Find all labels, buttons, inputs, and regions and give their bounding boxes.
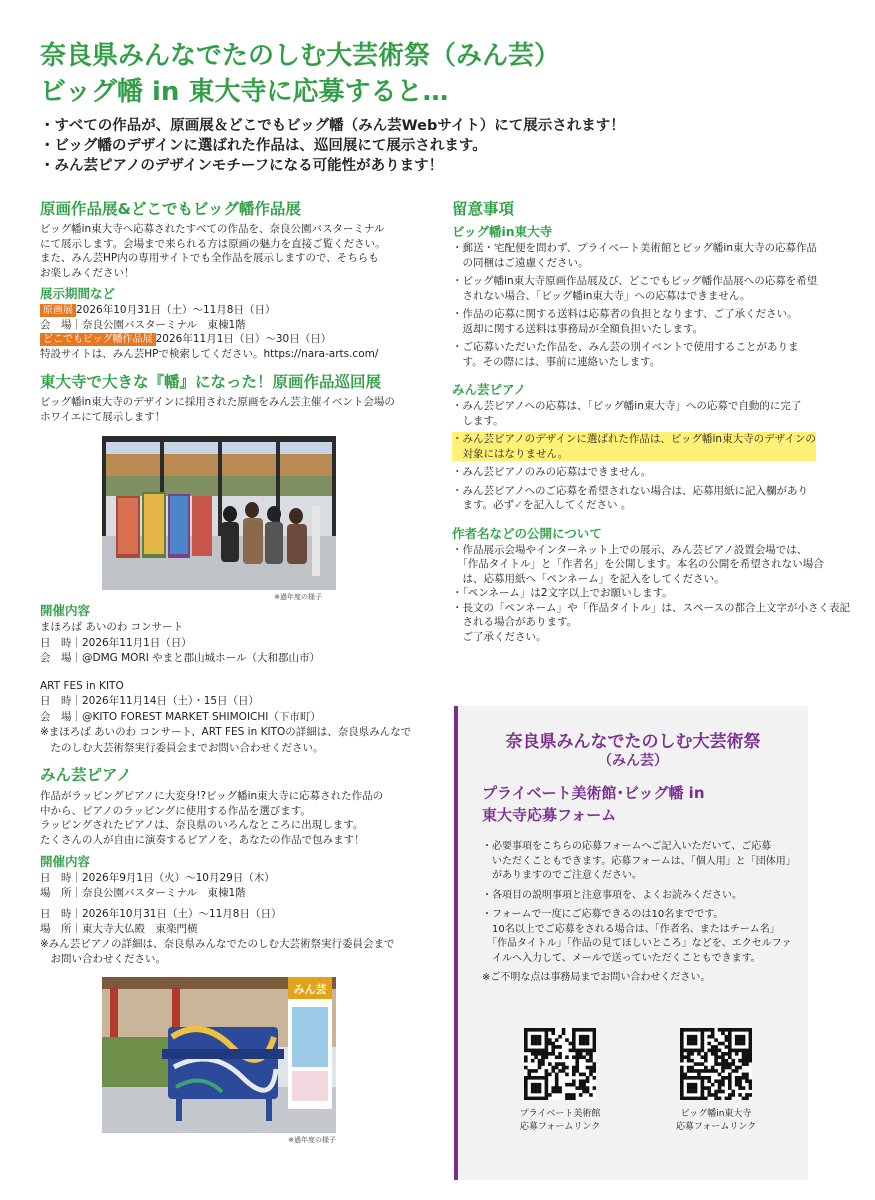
note-line: 「作品タイトル」と「作者名」を公開します。本名の公開を希望されない場合	[452, 558, 824, 570]
qr-caption-big-banner	[651, 1108, 781, 1134]
tour-events	[40, 620, 410, 756]
note-line: ・郵送・宅配便を問わず、プライベート美術館とビッグ幡in東大寺の応募作品	[452, 242, 817, 254]
exhibition-photo-illustration	[102, 436, 336, 590]
note-line: ・作品展示会場やインターネット上での展示、みん芸ピアノ設置会場では、	[452, 543, 808, 556]
qr-caption-line: ビッグ幡in東大寺	[680, 1109, 752, 1119]
qr-code-icon	[524, 1028, 596, 1100]
form-box-subtitle-line1: プライベート美術館･ビッグ幡 in	[482, 784, 705, 802]
form-box-subtitle-line2: 東大寺応募フォーム	[482, 806, 617, 824]
piano-venue2: 場 所｜東大寺大仏殿 東楽門横	[40, 923, 198, 935]
piano-date1: 日 時｜2026年9月1日（火）～10月29日（木）	[40, 872, 275, 884]
page-title	[40, 38, 840, 110]
highlighted-note	[452, 432, 816, 461]
piano-body-line: ラッピングされたピアノは、奈良県のいろんなところに出現します。	[40, 819, 364, 831]
piano-venue1: 場 所｜奈良公園バスターミナル 東棟1階	[40, 887, 246, 899]
piano-photo	[102, 977, 336, 1133]
original-exhibit-dates: 2026年10月31日（土）～11月8日（日）	[76, 304, 276, 316]
form-box-subtitle	[458, 782, 808, 826]
piano-photo-sign: みん芸	[293, 983, 327, 996]
period-details	[40, 303, 410, 361]
note-line: 返却に関する送料は事務局が全額負担いたします。	[452, 322, 704, 335]
piano-note-line: お問い合わせください。	[40, 953, 166, 965]
form-box-items	[458, 840, 808, 986]
notes-heading: 留意事項	[452, 200, 515, 218]
form-note-line: がありますのでご注意ください。	[482, 870, 642, 881]
name-disclosure-heading: 作者名などの公開について	[452, 525, 602, 541]
gallery-heading: 原画作品展&どこでもビッグ幡作品展	[40, 200, 301, 218]
intro-item: ・すべての作品が、原画展＆どこでもビッグ幡（みん芸Webサイト）にて展示されます！	[40, 118, 625, 134]
qr-caption-private-museum	[495, 1108, 625, 1134]
piano-events	[40, 871, 410, 967]
note-line: されない場合、「ビッグ幡in東大寺」への応募はできません。	[452, 289, 751, 302]
note-line: 対象にはなりません。	[452, 447, 569, 460]
left-column	[40, 198, 410, 1145]
tour-heading: 東大寺で大きな『幡』になった！原画作品巡回展	[40, 373, 382, 391]
piano-date2: 日 時｜2026年10月31日（土）～11月8日（日）	[40, 908, 282, 920]
web-exhibit-tag: どこでもビッグ幡作品展	[40, 333, 156, 346]
exhibit-venue: 会 場｜奈良公園バスターミナル 東棟1階	[40, 318, 246, 331]
qr-code-private-museum[interactable]	[524, 1028, 596, 1100]
period-heading: 展示期間など	[40, 286, 116, 301]
piano-notes-heading: みん芸ピアノ	[452, 382, 527, 397]
note-line: ・長文の「ペンネーム」や「作品タイトル」は、スペースの都合上文字が小さく表記	[452, 601, 850, 614]
qr-code-icon	[680, 1028, 752, 1100]
note-line: される場合があります。	[452, 616, 578, 628]
note-line: ・みん芸ピアノのデザインに選ばれた作品は、ビッグ幡in東大寺のデザインの	[452, 433, 816, 445]
form-box-title-line2: （みん芸）	[598, 753, 668, 769]
note-line: ・ご応募いただいた作品を、みん芸の別イベントで使用することがありま	[452, 341, 799, 353]
piano-heading: みん芸ピアノ	[40, 766, 132, 784]
note-line: ・みん芸ピアノのみの応募はできません。	[452, 466, 652, 478]
application-form-box	[454, 706, 808, 1180]
web-exhibit-dates: 2026年11月1日（日）～30日（日）	[155, 333, 332, 345]
tour-note-line: ※まほろば あいのわ コンサート、ART FES in KITOの詳細は、奈良県みんなで	[40, 726, 412, 738]
note-line: を記入してください 。	[522, 499, 632, 511]
event1-date: 日 時｜2026年11月1日（日）	[40, 636, 192, 649]
gallery-body-line: また、みん芸HP内の専用サイトでも全作品を展示しますので、そちらも	[40, 252, 379, 264]
original-exhibit-tag: 原画展	[40, 304, 76, 317]
qr-caption-line: プライベート美術館	[519, 1109, 601, 1119]
piano-events-heading: 開催内容	[40, 854, 91, 869]
big-banner-notes	[452, 241, 832, 369]
note-line: ・ビッグ幡in東大寺原画作品展及び、どこでもビッグ幡作品展への応募を希望	[452, 275, 818, 287]
note-line: ます。必ず	[452, 499, 515, 511]
intro-item: ・みん芸ピアノのデザインモチーフになる可能性があります！	[40, 158, 444, 174]
intro-list	[40, 116, 840, 176]
tour-body-line: ホワイエにて展示します！	[40, 410, 166, 423]
note-line: ご了承ください。	[452, 630, 547, 643]
piano-body-line: 作品がラッピングピアノに大変身!?ビッグ幡in東大寺に応募された作品の	[40, 790, 384, 802]
note-line: ・作品の応募に関する送料は応募者の負担となります、ご了承ください。	[452, 308, 798, 320]
name-disclosure-notes	[452, 543, 850, 645]
site-note: 特設サイトは、みん芸HPで検索してください。https://nara-arts.com/	[40, 347, 379, 360]
form-note-line: ※ご不明な点は事務局までお問い合わせください。	[482, 972, 711, 983]
event2-name: ART FES in KITO	[40, 679, 124, 692]
qr-caption-line: 応募フォームリンク	[519, 1122, 601, 1132]
right-column	[452, 198, 850, 644]
form-note-line: いただくこともできます。応募フォームは、「個人用」と「団体用」	[482, 855, 796, 867]
piano-note-line: ※みん芸ピアノの詳細は、奈良県みんなでたのしむ大芸術祭実行委員会まで	[40, 938, 395, 950]
event2-date: 日 時｜2026年11月14日（土）・15日（日）	[40, 695, 260, 707]
qr-code-big-banner[interactable]	[680, 1028, 752, 1100]
note-line: します。	[452, 414, 504, 427]
gallery-body-line: お楽しみください！	[40, 266, 135, 279]
note-line: は、応募用紙へ「ペンネーム」を記入をしてください。	[452, 572, 725, 585]
gallery-body-line: にて展示します。会場まで来られる方は原画の魅力を直接ご覧ください。	[40, 237, 386, 250]
tour-note-line: たのしむ大芸術祭実行委員会までお問い合わせください。	[40, 741, 324, 754]
event2-venue: 会 場｜@KITO FOREST MARKET SHIMOICHI（下市町）	[40, 710, 321, 723]
piano-photo-illustration	[102, 977, 336, 1133]
piano-body	[40, 789, 410, 847]
note-line: ・「ペンネーム」は2文字以上でお願いします。	[452, 587, 673, 599]
form-note-line: ・各項目の説明事項と注意事項を、よくお読みください。	[482, 889, 742, 901]
exhibition-photo-caption: ※過年度の様子	[274, 593, 322, 601]
event1-venue: 会 場｜@DMG MORI やまと郡山城ホール（大和郡山市）	[40, 652, 320, 664]
piano-body-line: たくさんの人が自由に演奏するピアノを、あなたの作品で包みます！	[40, 833, 365, 846]
form-note-line: ・必要事項をこちらの応募フォームへご記入いただいて、ご応募	[482, 841, 772, 852]
note-line: ・みん芸ピアノへの応募は、「ビッグ幡in東大寺」への応募で自動的に完了	[452, 400, 802, 412]
gallery-body-line: ビッグ幡in東大寺へ応募されたすべての作品を、奈良公園バスターミナル	[40, 223, 385, 235]
piano-photo-caption: ※過年度の様子	[288, 1136, 336, 1144]
page-title-line1: 奈良県みんなでたのしむ大芸術祭（みん芸）	[40, 41, 561, 71]
form-note-line: 10名以上でご応募をされる場合は、「作者名、またはチーム名」	[482, 923, 780, 935]
form-note-line: イルへ入力して、メールで送っていただくこともできます。	[482, 952, 761, 964]
form-box-title-line1: 奈良県みんなでたのしむ大芸術祭	[505, 732, 761, 752]
page-title-line2: ビッグ幡 in 東大寺に応募すると…	[40, 77, 449, 107]
tour-body-line: ビッグ幡in東大寺のデザインに採用された原画をみん芸主催イベント会場の	[40, 396, 395, 408]
form-note-line: ・フォームで一度にご応募できるのは10名までです。	[482, 909, 724, 920]
tour-events-heading: 開催内容	[40, 603, 91, 618]
note-line: す。その際には、事前に連絡いたします。	[452, 355, 661, 368]
piano-notes	[452, 399, 832, 513]
piano-body-line: 中から、ピアノのラッピングに使用する作品を選びます。	[40, 804, 311, 817]
note-line: ・みん芸ピアノへのご応募を希望されない場合は、応募用紙に記入欄があり	[452, 484, 808, 497]
check-mark-icon: ✓	[514, 499, 523, 511]
big-banner-notes-heading: ビッグ幡in東大寺	[452, 224, 553, 239]
qr-caption-line: 応募フォームリンク	[675, 1122, 757, 1132]
exhibition-photo	[102, 436, 336, 590]
gallery-body	[40, 222, 410, 280]
event1-name: まほろば あいのわ コンサート	[40, 621, 184, 633]
note-line: の同梱はご遠慮ください。	[452, 256, 589, 269]
form-note-line: 「作品タイトル」「作品の見てほしいところ」などを、エクセルファ	[482, 938, 792, 949]
intro-item: ・ビッグ幡のデザインに選ばれた作品は、巡回展にて展示されます。	[40, 138, 487, 154]
tour-body	[40, 395, 410, 424]
